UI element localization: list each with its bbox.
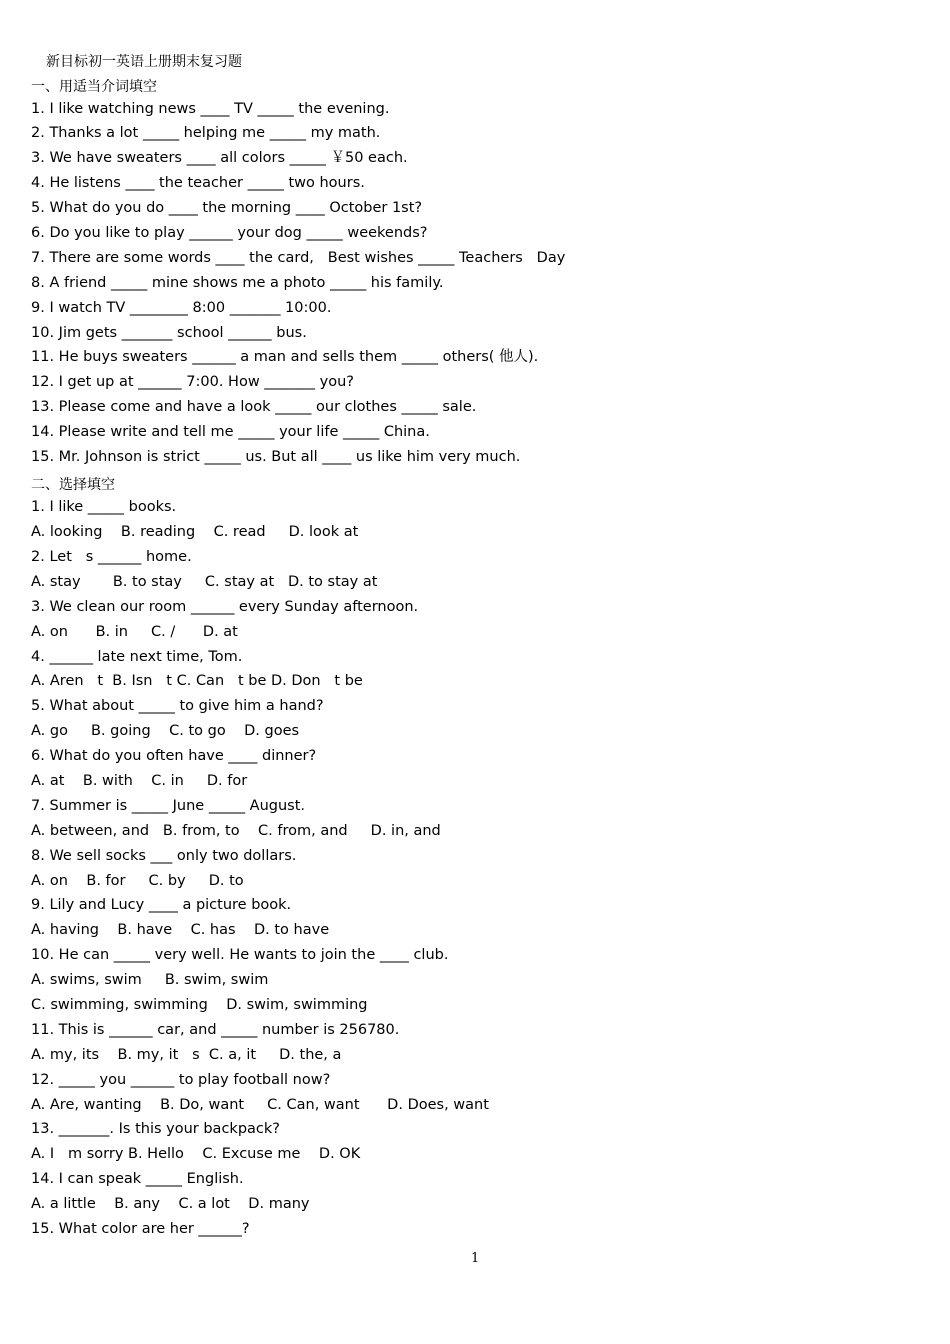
options-line: A. I m sorry B. Hello C. Excuse me D. OK	[31, 1146, 361, 1162]
options-line: A. having B. have C. has D. to have	[31, 922, 330, 938]
section-1-heading: 一、用适当介词填空	[31, 79, 157, 95]
question-line: 14. Please write and tell me _____ your life _____ China.	[31, 424, 430, 440]
options-line: A. my, its B. my, it s C. a, it D. the, a	[31, 1047, 342, 1063]
question-line: 4. ______ late next time, Tom.	[31, 649, 243, 665]
options-line: A. go B. going C. to go D. goes	[31, 723, 300, 739]
question-line: 13. _______. Is this your backpack?	[31, 1121, 280, 1137]
question-line: 10. Jim gets _______ school ______ bus.	[31, 325, 307, 341]
options-line: A. at B. with C. in D. for	[31, 773, 248, 789]
question-line: 3. We clean our room ______ every Sunday afternoon.	[31, 599, 419, 615]
question-line: 6. Do you like to play ______ your dog _____ weekends?	[31, 225, 428, 241]
options-line: A. swims, swim B. swim, swim	[31, 972, 269, 988]
question-line: 11. This is ______ car, and _____ number is 256780.	[31, 1022, 400, 1038]
options-line: A. on B. in C. / D. at	[31, 624, 238, 640]
question-line: 7. Summer is _____ June _____ August.	[31, 798, 306, 814]
question-line: 6. What do you often have ____ dinner?	[31, 748, 317, 764]
options-line: A. on B. for C. by D. to	[31, 873, 244, 889]
question-line: 8. We sell socks ___ only two dollars.	[31, 848, 297, 864]
question-line: 10. He can _____ very well. He wants to join the ____ club.	[31, 947, 449, 963]
question-line: 5. What about _____ to give him a hand?	[31, 698, 324, 714]
question-line: 5. What do you do ____ the morning ____ October 1st?	[31, 200, 423, 216]
question-line: 2. Let s ______ home.	[31, 549, 192, 565]
question-line: 8. A friend _____ mine shows me a photo _____ his family.	[31, 275, 444, 291]
question-line: 12. _____ you ______ to play football now?	[31, 1072, 331, 1088]
question-line: 2. Thanks a lot _____ helping me _____ my math.	[31, 125, 381, 141]
question-line: 13. Please come and have a look _____ our clothes _____ sale.	[31, 399, 477, 415]
section-2-heading: 二、选择填空	[31, 477, 115, 493]
options-line: A. stay B. to stay C. stay at D. to stay at	[31, 574, 378, 590]
page-number: 1	[471, 1251, 480, 1266]
options-line: A. between, and B. from, to C. from, and D. in, and	[31, 823, 441, 839]
options-line: A. Are, wanting B. Do, want C. Can, want D. Does, want	[31, 1097, 489, 1113]
question-line: 11. He buys sweaters ______ a man and sells them _____ others( 他人).	[31, 349, 539, 365]
question-line: 1. I like _____ books.	[31, 499, 177, 515]
question-line: 4. He listens ____ the teacher _____ two hours.	[31, 175, 365, 191]
question-line: 7. There are some words ____ the card, Best wishes _____ Teachers Day	[31, 250, 566, 266]
question-line: 15. Mr. Johnson is strict _____ us. But all ____ us like him very much.	[31, 449, 521, 465]
options-line: A. a little B. any C. a lot D. many	[31, 1196, 310, 1212]
options-line: C. swimming, swimming D. swim, swimming	[31, 997, 368, 1013]
question-line: 3. We have sweaters ____ all colors _____ ￥50 each.	[31, 150, 408, 166]
question-line: 9. Lily and Lucy ____ a picture book.	[31, 897, 292, 913]
options-line: A. Aren t B. Isn t C. Can t be D. Don t be	[31, 673, 363, 689]
document-title: 新目标初一英语上册期末复习题	[46, 54, 242, 70]
question-line: 12. I get up at ______ 7:00. How _______ you?	[31, 374, 354, 390]
question-line: 14. I can speak _____ English.	[31, 1171, 244, 1187]
question-line: 9. I watch TV ________ 8:00 _______ 10:00.	[31, 300, 332, 316]
question-line: 1. I like watching news ____ TV _____ the evening.	[31, 101, 390, 117]
question-line: 15. What color are her ______?	[31, 1221, 250, 1237]
options-line: A. looking B. reading C. read D. look at	[31, 524, 359, 540]
